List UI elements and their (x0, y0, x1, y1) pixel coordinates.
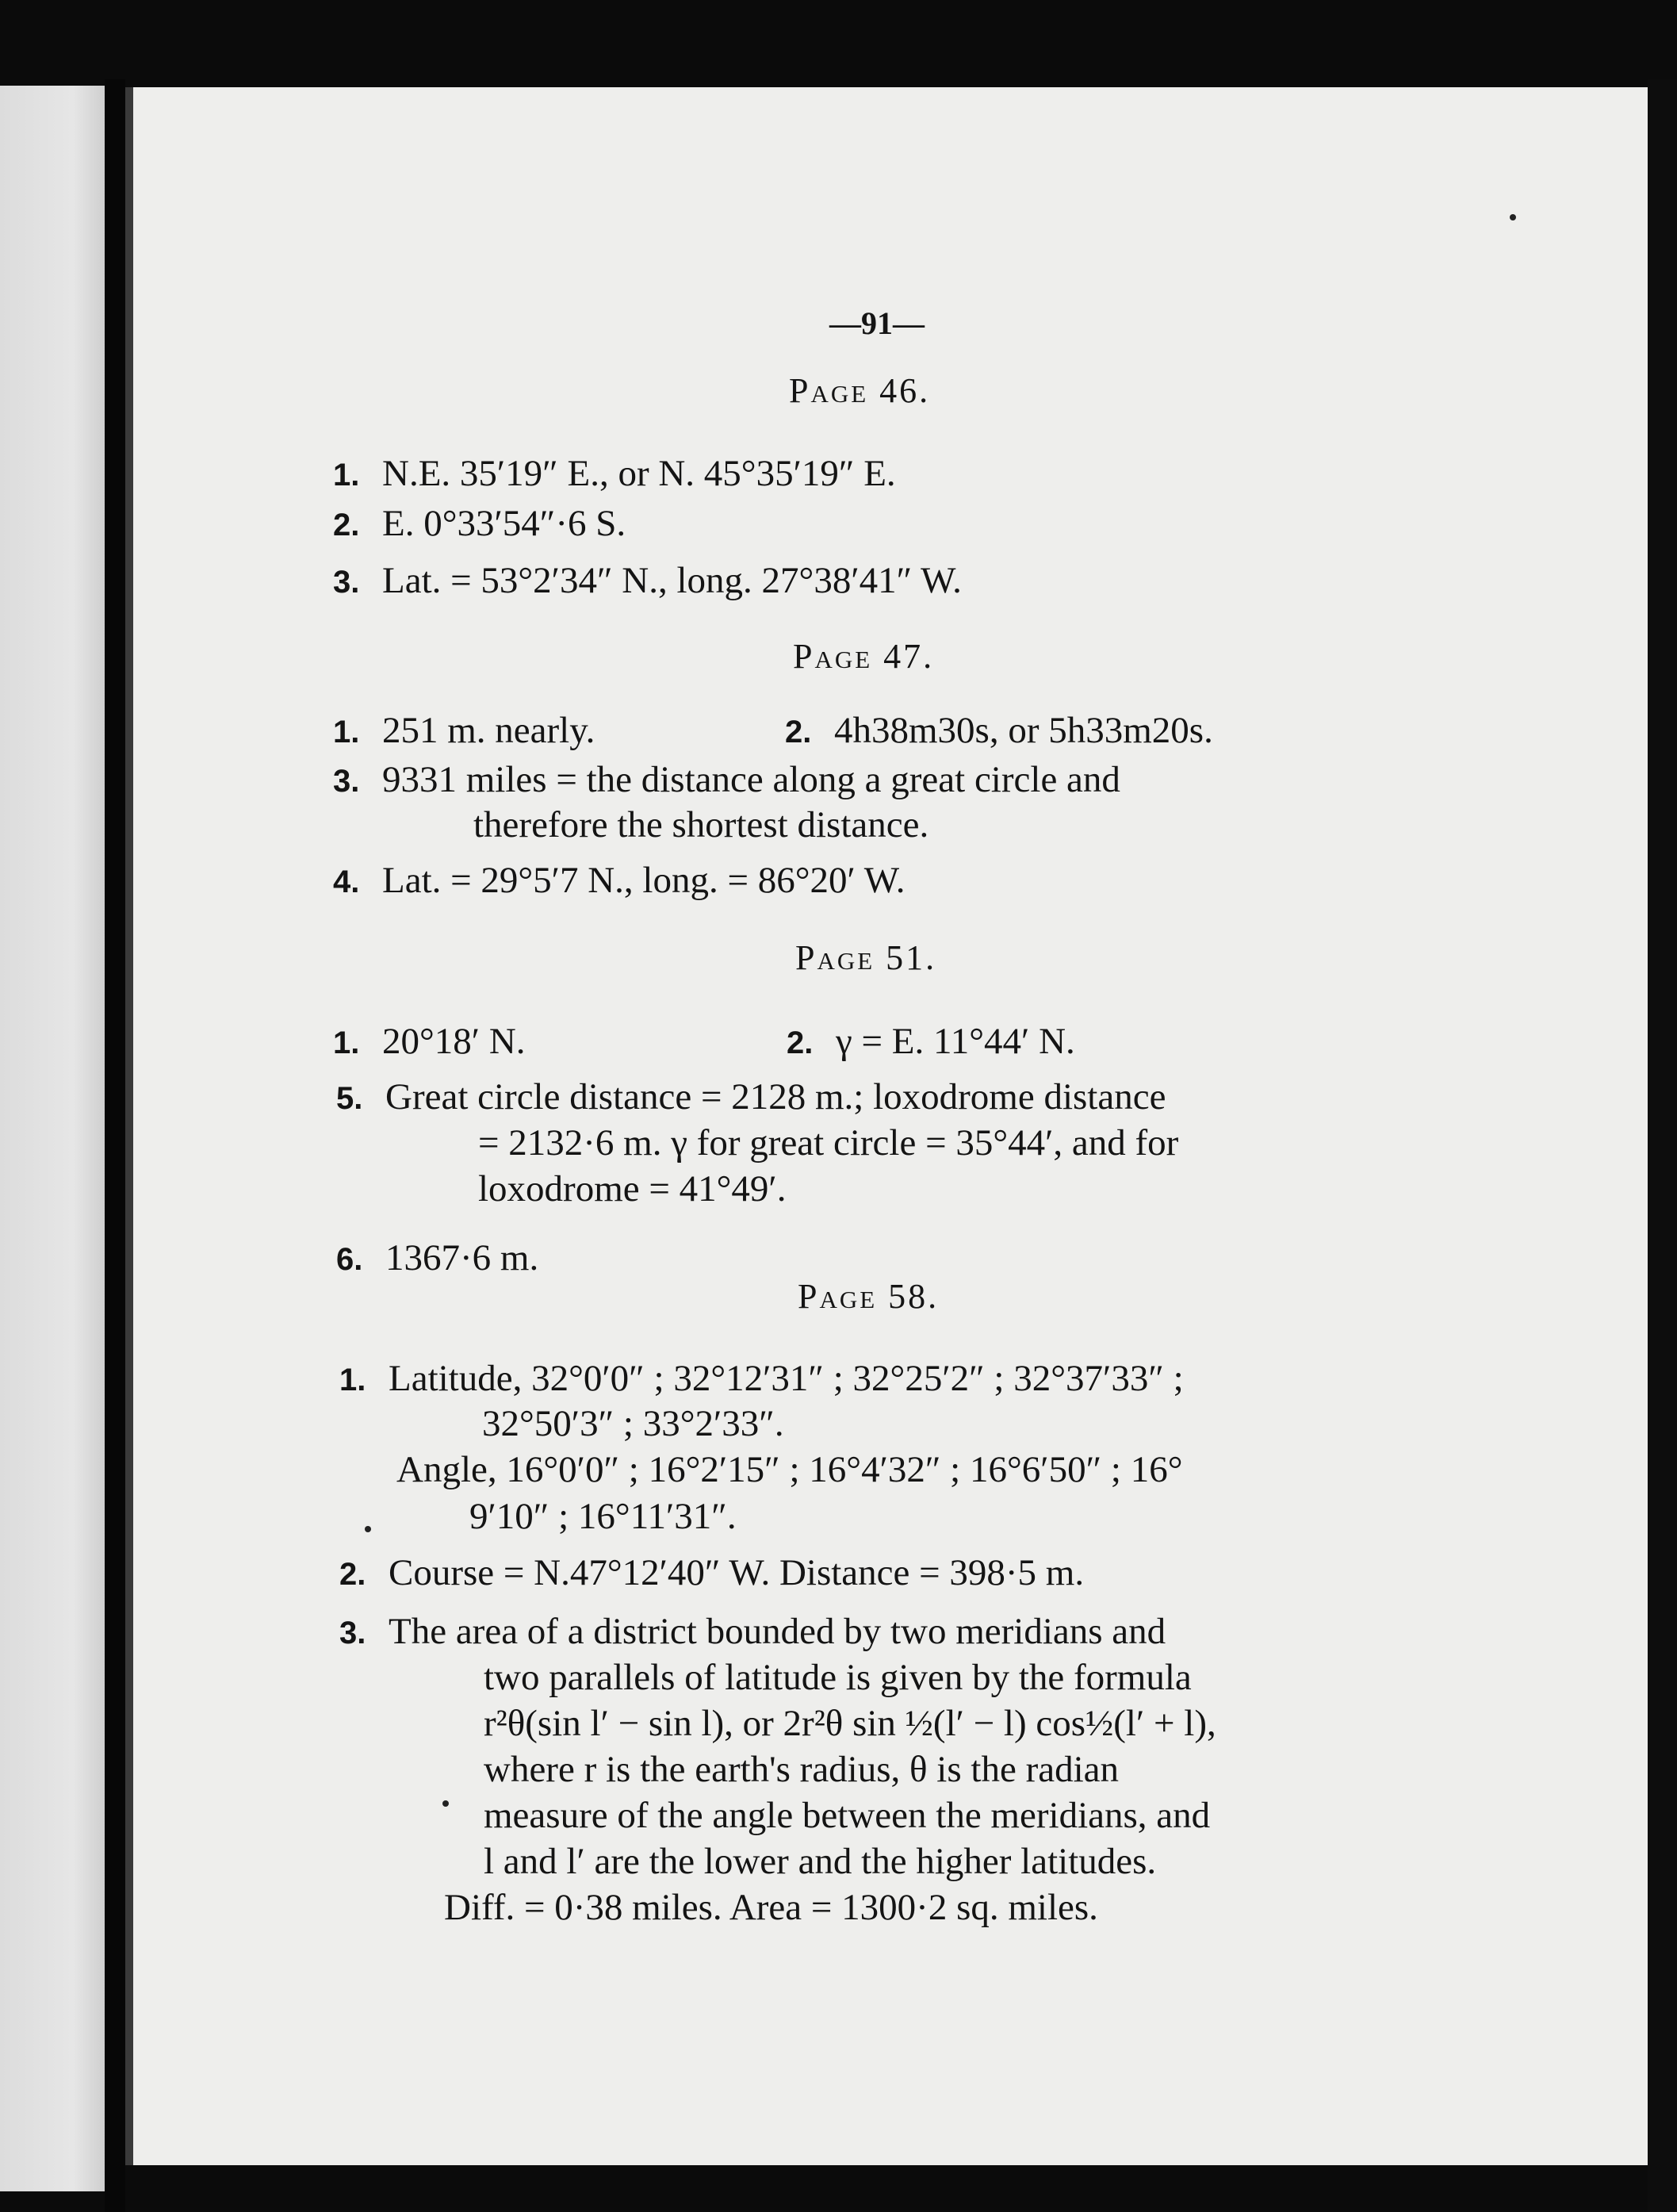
answer-continuation: where r is the earth's radius, θ is the radian (484, 1749, 1119, 1790)
section-heading-page-51: Page 51. (795, 938, 937, 977)
answer-number: 3. (333, 565, 360, 600)
answer-text: 1367·6 m. (385, 1237, 539, 1279)
answer-text: Lat. = 53°2′34″ N., long. 27°38′41″ W. (382, 560, 962, 601)
answer-number: 2. (333, 508, 360, 542)
answer-line (339, 1356, 1184, 1402)
answer-continuation: 9′10″ ; 16°11′31″. (469, 1496, 737, 1537)
answer-number: 5. (336, 1081, 363, 1116)
answer-text: 251 m. nearly. (382, 710, 595, 751)
answer-text: γ = E. 11°44′ N. (836, 1021, 1075, 1062)
answer-line (787, 1019, 1075, 1065)
scan-speck (365, 1526, 371, 1532)
section-heading-page-47: Page 47. (793, 637, 935, 676)
scan-speck (1510, 214, 1516, 220)
answer-continuation: r²θ(sin l′ − sin l), or 2r²θ sin ½(l′ − l) cos½(l′ + l), (484, 1703, 1216, 1744)
answer-line (336, 1075, 1166, 1121)
answer-text: E. 0°33′54″·6 S. (382, 503, 626, 544)
answer-line (336, 1236, 538, 1282)
answer-continuation: two parallels of latitude is given by the formula (484, 1657, 1192, 1698)
answer-line (333, 708, 595, 754)
page-number: —91— (829, 305, 925, 341)
answer-continuation: loxodrome = 41°49′. (478, 1168, 787, 1210)
answer-text: 9331 miles = the distance along a great circle and (382, 759, 1120, 800)
answer-line (333, 451, 896, 497)
answer-line (339, 1551, 1084, 1597)
answer-number: 4. (333, 864, 360, 899)
answer-number: 1. (333, 458, 360, 493)
right-scan-edge (1648, 79, 1677, 2212)
answer-text: Course = N.47°12′40″ W. Distance = 398·5 m. (389, 1552, 1085, 1593)
answer-continuation: therefore the shortest distance. (473, 804, 929, 845)
answer-number: 2. (787, 1025, 814, 1060)
answer-text: Great circle distance = 2128 m.; loxodrome distance (385, 1076, 1166, 1118)
answer-line (333, 858, 906, 904)
answer-number: 1. (333, 715, 360, 749)
answer-continuation: 32°50′3″ ; 33°2′33″. (482, 1403, 784, 1444)
answer-text: 4h38m30s, or 5h33m20s. (834, 710, 1213, 751)
answer-continuation: measure of the angle between the meridians, and (484, 1795, 1211, 1836)
answer-line (333, 558, 962, 604)
answer-line (333, 1019, 526, 1065)
answer-continuation: Diff. = 0·38 miles. Area = 1300·2 sq. miles. (444, 1887, 1098, 1928)
section-heading-page-58: Page 58. (798, 1277, 940, 1316)
answer-text: Latitude, 32°0′0″ ; 32°12′31″ ; 32°25′2″ ; 32°37′33″ ; (389, 1358, 1184, 1399)
answer-line (333, 757, 1120, 803)
answer-number: 2. (785, 715, 812, 749)
section-heading-page-46: Page 46. (789, 371, 931, 410)
answer-continuation: l and l′ are the lower and the higher latitudes. (484, 1841, 1157, 1882)
answer-number: 1. (333, 1025, 360, 1060)
answer-text: N.E. 35′19″ E., or N. 45°35′19″ E. (382, 453, 896, 494)
book-gutter (105, 79, 125, 2212)
answer-number: 3. (333, 764, 360, 799)
answer-continuation: = 2132·6 m. γ for great circle = 35°44′, and for (478, 1122, 1179, 1164)
scan-speck (442, 1800, 449, 1807)
answer-line (339, 1609, 1166, 1655)
answer-number: 1. (339, 1363, 366, 1397)
answer-continuation: Angle, 16°0′0″ ; 16°2′15″ ; 16°4′32″ ; 16°6′50″ ; 16° (396, 1449, 1183, 1490)
answer-text: 20°18′ N. (382, 1021, 526, 1062)
answer-text: The area of a district bounded by two meridians and (389, 1611, 1166, 1652)
left-page-edge (0, 86, 105, 2191)
answer-line (785, 708, 1213, 754)
answer-line (333, 501, 626, 547)
answer-text: Lat. = 29°5′7 N., long. = 86°20′ W. (382, 860, 906, 901)
answer-number: 3. (339, 1616, 366, 1650)
answer-number: 2. (339, 1557, 366, 1592)
answer-number: 6. (336, 1242, 363, 1277)
